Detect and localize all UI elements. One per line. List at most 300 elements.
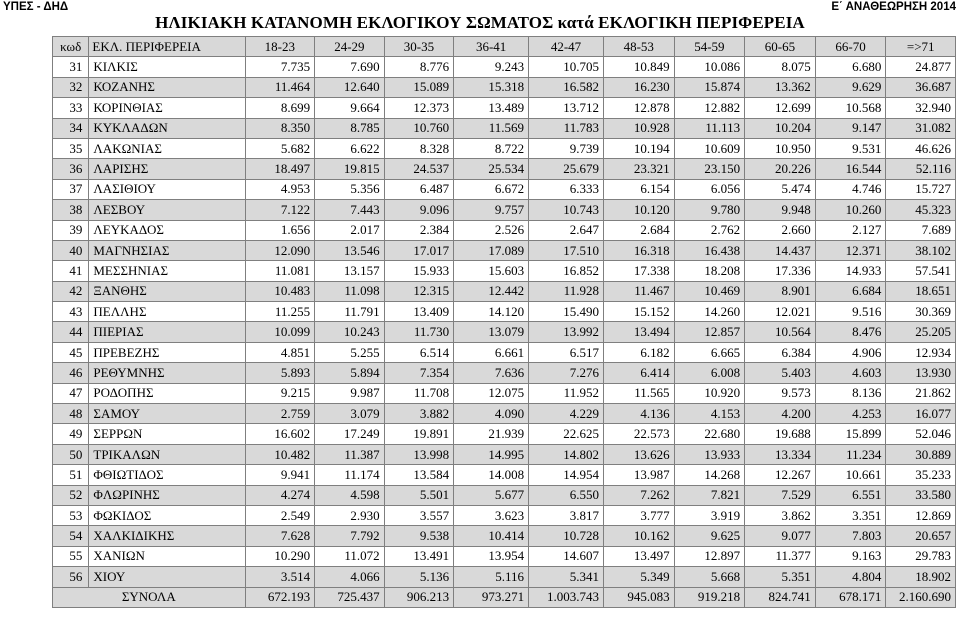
voter-count-cell: 12.878 [603,98,674,118]
voter-count-cell: 8.350 [245,118,315,138]
voter-count-cell: 10.243 [315,322,385,342]
voter-count-cell: 14.120 [454,302,529,322]
voter-count-cell: 10.568 [815,98,886,118]
table-row [53,57,956,77]
voter-count-cell: 12.442 [454,281,529,301]
total-cell: 919.218 [674,587,745,607]
voter-count-cell: 9.629 [815,77,886,97]
district-name: ΠΡΕΒΕΖΗΣ [89,342,245,362]
voter-count-cell: 7.628 [245,526,315,546]
voter-count-cell: 18.651 [886,281,956,301]
district-name: ΜΑΓΝΗΣΙΑΣ [89,240,245,260]
voter-count-cell: 16.852 [529,261,604,281]
voter-count-cell: 11.952 [529,383,604,403]
district-name: ΡΟΔΟΠΗΣ [89,383,245,403]
district-name: ΚΟΖΑΝΗΣ [89,77,245,97]
voter-count-cell: 10.743 [529,200,604,220]
voter-count-cell: 33.580 [886,485,956,505]
district-name: ΦΩΚΙΔΟΣ [89,505,245,525]
table-row [53,444,956,464]
voter-count-cell: 9.163 [815,546,886,566]
voter-count-cell: 25.679 [529,159,604,179]
voter-count-cell: 19.891 [384,424,454,444]
voter-count-cell: 31.082 [886,118,956,138]
voter-count-cell: 15.089 [384,77,454,97]
voter-count-cell: 9.664 [315,98,385,118]
district-code: 49 [53,424,89,444]
table-row [53,322,956,342]
district-name: ΦΛΩΡΙΝΗΣ [89,485,245,505]
district-name: ΛΕΥΚΑΔΟΣ [89,220,245,240]
voter-count-cell: 11.081 [245,261,315,281]
voter-count-cell: 9.987 [315,383,385,403]
table-row [53,138,956,158]
district-code: 33 [53,98,89,118]
voter-count-cell: 10.609 [674,138,745,158]
voter-count-cell: 6.414 [603,363,674,383]
voter-count-cell: 10.260 [815,200,886,220]
voter-count-cell: 3.557 [384,505,454,525]
voter-count-cell: 11.234 [815,444,886,464]
voter-count-cell: 4.851 [245,342,315,362]
voter-count-cell: 7.276 [529,363,604,383]
district-name: ΧΑΝΙΩΝ [89,546,245,566]
voter-count-cell: 4.603 [815,363,886,383]
voter-count-cell: 14.933 [815,261,886,281]
voter-count-cell: 9.948 [745,200,816,220]
table-row [53,302,956,322]
voter-count-cell: 12.640 [315,77,385,97]
voter-count-cell: 17.336 [745,261,816,281]
voter-count-cell: 10.120 [603,200,674,220]
voter-count-cell: 2.759 [245,404,315,424]
voter-count-cell: 10.928 [603,118,674,138]
column-header-age: 30-35 [384,37,454,57]
voter-count-cell: 4.229 [529,404,604,424]
voter-count-cell: 9.531 [815,138,886,158]
column-header-age: 66-70 [815,37,886,57]
voter-count-cell: 14.260 [674,302,745,322]
voter-count-cell: 12.021 [745,302,816,322]
voter-count-cell: 17.089 [454,240,529,260]
district-code: 37 [53,179,89,199]
column-header-age: 60-65 [745,37,816,57]
table-row [53,118,956,138]
column-header-age: 36-41 [454,37,529,57]
district-name: ΠΙΕΡΙΑΣ [89,322,245,342]
voter-count-cell: 13.930 [886,363,956,383]
voter-count-cell: 8.722 [454,138,529,158]
voter-count-cell: 9.739 [529,138,604,158]
voter-count-cell: 11.467 [603,281,674,301]
voter-count-cell: 36.687 [886,77,956,97]
voter-count-cell: 10.469 [674,281,745,301]
voter-count-cell: 14.008 [454,465,529,485]
voter-count-cell: 3.777 [603,505,674,525]
district-code: 42 [53,281,89,301]
voter-count-cell: 13.992 [529,322,604,342]
voter-count-cell: 3.351 [815,505,886,525]
voter-count-cell: 6.672 [454,179,529,199]
voter-count-cell: 24.537 [384,159,454,179]
total-cell: 973.271 [454,587,529,607]
voter-count-cell: 3.862 [745,505,816,525]
voter-count-cell: 12.075 [454,383,529,403]
voter-count-cell: 4.253 [815,404,886,424]
table-row [53,526,956,546]
table-row [53,404,956,424]
voter-count-cell: 11.113 [674,118,745,138]
table-row [53,546,956,566]
voter-count-cell: 14.607 [529,546,604,566]
voter-count-cell: 16.077 [886,404,956,424]
column-header-district: ΕΚΛ. ΠΕΡΙΦΕΡΕΙΑ [89,37,245,57]
district-code: 46 [53,363,89,383]
voter-count-cell: 6.384 [745,342,816,362]
voter-count-cell: 4.136 [603,404,674,424]
total-cell: 672.193 [245,587,315,607]
voter-count-cell: 8.476 [815,322,886,342]
column-header-age: =>71 [886,37,956,57]
table-row [53,240,956,260]
voter-count-cell: 22.625 [529,424,604,444]
district-name: ΧΑΛΚΙΔΙΚΗΣ [89,526,245,546]
column-header-age: 54-59 [674,37,745,57]
district-name: ΤΡΙΚΑΛΩΝ [89,444,245,464]
district-name: ΛΕΣΒΟΥ [89,200,245,220]
voter-count-cell: 13.079 [454,322,529,342]
district-code: 44 [53,322,89,342]
voter-count-cell: 5.501 [384,485,454,505]
voter-count-cell: 8.136 [815,383,886,403]
voter-count-cell: 3.817 [529,505,604,525]
voter-count-cell: 15.899 [815,424,886,444]
district-name: ΞΑΝΘΗΣ [89,281,245,301]
voter-count-cell: 11.377 [745,546,816,566]
district-code: 36 [53,159,89,179]
voter-count-cell: 6.487 [384,179,454,199]
voter-count-cell: 5.677 [454,485,529,505]
voter-count-cell: 8.328 [384,138,454,158]
district-code: 47 [53,383,89,403]
district-code: 45 [53,342,89,362]
voter-count-cell: 10.564 [745,322,816,342]
voter-count-cell: 11.569 [454,118,529,138]
district-name: ΚΙΛΚΙΣ [89,57,245,77]
voter-count-cell: 16.602 [245,424,315,444]
voter-count-cell: 15.152 [603,302,674,322]
voter-count-cell: 15.874 [674,77,745,97]
voter-count-cell: 25.534 [454,159,529,179]
column-header-age: 48-53 [603,37,674,57]
voter-count-cell: 9.147 [815,118,886,138]
voter-count-cell: 10.099 [245,322,315,342]
voter-count-cell: 13.494 [603,322,674,342]
district-name: ΣΕΡΡΩΝ [89,424,245,444]
voter-count-cell: 30.369 [886,302,956,322]
voter-count-cell: 4.274 [245,485,315,505]
voter-count-cell: 17.249 [315,424,385,444]
voter-count-cell: 23.321 [603,159,674,179]
voter-count-cell: 10.728 [529,526,604,546]
voter-count-cell: 5.116 [454,567,529,587]
voter-count-cell: 11.791 [315,302,385,322]
voter-count-cell: 25.205 [886,322,956,342]
voter-count-cell: 2.647 [529,220,604,240]
voter-count-cell: 2.660 [745,220,816,240]
voter-count-cell: 5.255 [315,342,385,362]
revision-label: Ε΄ ΑΝΑΘΕΩΡΗΣΗ 2014 [831,1,956,13]
voter-count-cell: 38.102 [886,240,956,260]
voter-count-cell: 7.122 [245,200,315,220]
voter-count-cell: 8.075 [745,57,816,77]
district-code: 40 [53,240,89,260]
voter-count-cell: 16.230 [603,77,674,97]
district-name: ΧΙΟΥ [89,567,245,587]
voter-count-cell: 13.334 [745,444,816,464]
voter-count-cell: 46.626 [886,138,956,158]
district-name: ΦΘΙΩΤΙΔΟΣ [89,465,245,485]
district-code: 32 [53,77,89,97]
district-name: ΣΑΜΟΥ [89,404,245,424]
voter-count-cell: 9.215 [245,383,315,403]
district-code: 41 [53,261,89,281]
voter-count-cell: 6.551 [815,485,886,505]
voter-count-cell: 18.902 [886,567,956,587]
total-cell: 945.083 [603,587,674,607]
voter-count-cell: 9.516 [815,302,886,322]
totals-label: ΣΥΝΟΛΑ [53,587,246,607]
voter-count-cell: 7.529 [745,485,816,505]
voter-count-cell: 15.318 [454,77,529,97]
district-name: ΛΑΡΙΣΗΣ [89,159,245,179]
voter-count-cell: 19.815 [315,159,385,179]
voter-count-cell: 10.194 [603,138,674,158]
voter-count-cell: 14.268 [674,465,745,485]
voter-count-cell: 7.735 [245,57,315,77]
table-row [53,485,956,505]
table-row [53,567,956,587]
voter-count-cell: 14.954 [529,465,604,485]
district-name: ΜΕΣΣΗΝΙΑΣ [89,261,245,281]
voter-count-cell: 52.046 [886,424,956,444]
voter-count-cell: 13.933 [674,444,745,464]
voter-count-cell: 12.882 [674,98,745,118]
district-code: 48 [53,404,89,424]
voter-count-cell: 4.953 [245,179,315,199]
voter-count-cell: 9.780 [674,200,745,220]
total-cell: 2.160.690 [886,587,956,607]
voter-count-cell: 15.933 [384,261,454,281]
voter-count-cell: 11.708 [384,383,454,403]
voter-count-cell: 7.689 [886,220,956,240]
totals-row [53,587,956,607]
district-name: ΛΑΣΙΘΙΟΥ [89,179,245,199]
voter-count-cell: 11.565 [603,383,674,403]
district-code: 50 [53,444,89,464]
voter-count-cell: 13.954 [454,546,529,566]
voter-count-cell: 17.017 [384,240,454,260]
voter-count-cell: 4.066 [315,567,385,587]
voter-count-cell: 10.483 [245,281,315,301]
voter-count-cell: 7.803 [815,526,886,546]
voter-count-cell: 29.783 [886,546,956,566]
voter-count-cell: 2.930 [315,505,385,525]
voter-count-cell: 20.657 [886,526,956,546]
column-header-age: 18-23 [245,37,315,57]
voter-count-cell: 5.894 [315,363,385,383]
district-code: 51 [53,465,89,485]
voter-count-cell: 13.987 [603,465,674,485]
voter-count-cell: 23.150 [674,159,745,179]
voter-count-cell: 13.584 [384,465,454,485]
voter-count-cell: 10.086 [674,57,745,77]
voter-count-cell: 3.882 [384,404,454,424]
voter-count-cell: 7.690 [315,57,385,77]
voter-count-cell: 21.939 [454,424,529,444]
voter-count-cell: 11.255 [245,302,315,322]
district-name: ΡΕΘΥΜΝΗΣ [89,363,245,383]
voter-count-cell: 10.760 [384,118,454,138]
voter-count-cell: 22.573 [603,424,674,444]
page-title: ΗΛΙΚΙΑΚΗ ΚΑΤΑΝΟΜΗ ΕΚΛΟΓΙΚΟΥ ΣΩΜΑΤΟΣ κατά ΕΚΛΟΓΙΚΗ ΠΕΡΙΦΕΡΕΙΑ [155,13,805,32]
voter-count-cell: 13.362 [745,77,816,97]
total-cell: 725.437 [315,587,385,607]
voter-count-cell: 2.684 [603,220,674,240]
voter-count-cell: 10.162 [603,526,674,546]
district-name: ΚΟΡΙΝΘΙΑΣ [89,98,245,118]
table-row [53,342,956,362]
voter-count-cell: 2.127 [815,220,886,240]
voter-count-cell: 3.079 [315,404,385,424]
voter-count-cell: 2.762 [674,220,745,240]
voter-count-cell: 8.699 [245,98,315,118]
voter-count-cell: 18.208 [674,261,745,281]
voter-count-cell: 21.862 [886,383,956,403]
district-name: ΠΕΛΛΗΣ [89,302,245,322]
district-code: 56 [53,567,89,587]
voter-count-cell: 13.998 [384,444,454,464]
voter-count-cell: 9.757 [454,200,529,220]
voter-count-cell: 12.315 [384,281,454,301]
district-name: ΛΑΚΩΝΙΑΣ [89,138,245,158]
voter-count-cell: 14.995 [454,444,529,464]
table-row [53,261,956,281]
voter-count-cell: 5.136 [384,567,454,587]
table-row [53,505,956,525]
district-code: 39 [53,220,89,240]
column-header-age: 24-29 [315,37,385,57]
voter-count-cell: 10.950 [745,138,816,158]
voter-count-cell: 16.318 [603,240,674,260]
voter-count-cell: 22.680 [674,424,745,444]
voter-count-cell: 4.090 [454,404,529,424]
voter-count-cell: 10.482 [245,444,315,464]
district-code: 55 [53,546,89,566]
voter-count-cell: 15.603 [454,261,529,281]
table-row [53,465,956,485]
voter-count-cell: 5.474 [745,179,816,199]
voter-count-cell: 12.869 [886,505,956,525]
voter-count-cell: 20.226 [745,159,816,179]
table-row [53,200,956,220]
voter-count-cell: 10.705 [529,57,604,77]
voter-count-cell: 11.098 [315,281,385,301]
voter-count-cell: 18.497 [245,159,315,179]
voter-count-cell: 4.906 [815,342,886,362]
voter-count-cell: 2.384 [384,220,454,240]
voter-count-cell: 5.403 [745,363,816,383]
voter-count-cell: 12.371 [815,240,886,260]
voter-count-cell: 35.233 [886,465,956,485]
voter-count-cell: 17.338 [603,261,674,281]
voter-count-cell: 5.668 [674,567,745,587]
voter-count-cell: 5.349 [603,567,674,587]
voter-count-cell: 15.727 [886,179,956,199]
voter-count-cell: 13.489 [454,98,529,118]
voter-count-cell: 10.661 [815,465,886,485]
voter-count-cell: 7.636 [454,363,529,383]
voter-count-cell: 4.746 [815,179,886,199]
voter-count-cell: 3.514 [245,567,315,587]
voter-count-cell: 4.804 [815,567,886,587]
voter-count-cell: 14.437 [745,240,816,260]
voter-count-cell: 16.544 [815,159,886,179]
voter-count-cell: 8.785 [315,118,385,138]
voter-count-cell: 6.154 [603,179,674,199]
voter-count-cell: 10.849 [603,57,674,77]
voter-count-cell: 7.354 [384,363,454,383]
voter-count-cell: 10.290 [245,546,315,566]
voter-count-cell: 57.541 [886,261,956,281]
voter-count-cell: 11.387 [315,444,385,464]
voter-count-cell: 11.072 [315,546,385,566]
voter-count-cell: 6.514 [384,342,454,362]
voter-count-cell: 14.802 [529,444,604,464]
voter-count-cell: 6.333 [529,179,604,199]
voter-count-cell: 12.267 [745,465,816,485]
voter-count-cell: 3.919 [674,505,745,525]
voter-count-cell: 9.538 [384,526,454,546]
table-row [53,179,956,199]
voter-count-cell: 13.546 [315,240,385,260]
voter-count-cell: 2.017 [315,220,385,240]
voter-count-cell: 6.182 [603,342,674,362]
voter-count-cell: 7.792 [315,526,385,546]
voter-count-cell: 12.373 [384,98,454,118]
voter-count-cell: 6.056 [674,179,745,199]
voter-count-cell: 32.940 [886,98,956,118]
column-header-age: 42-47 [529,37,604,57]
voter-count-cell: 13.712 [529,98,604,118]
voter-count-cell: 7.262 [603,485,674,505]
table-row [53,424,956,444]
table-body [53,57,956,587]
voter-count-cell: 13.409 [384,302,454,322]
voter-count-cell: 6.680 [815,57,886,77]
voter-count-cell: 7.443 [315,200,385,220]
table-row [53,98,956,118]
total-cell: 824.741 [745,587,816,607]
voter-count-cell: 13.626 [603,444,674,464]
voter-count-cell: 7.821 [674,485,745,505]
voter-count-cell: 6.517 [529,342,604,362]
voter-count-cell: 5.341 [529,567,604,587]
voter-count-cell: 17.510 [529,240,604,260]
voter-count-cell: 9.243 [454,57,529,77]
voter-count-cell: 5.351 [745,567,816,587]
district-code: 35 [53,138,89,158]
